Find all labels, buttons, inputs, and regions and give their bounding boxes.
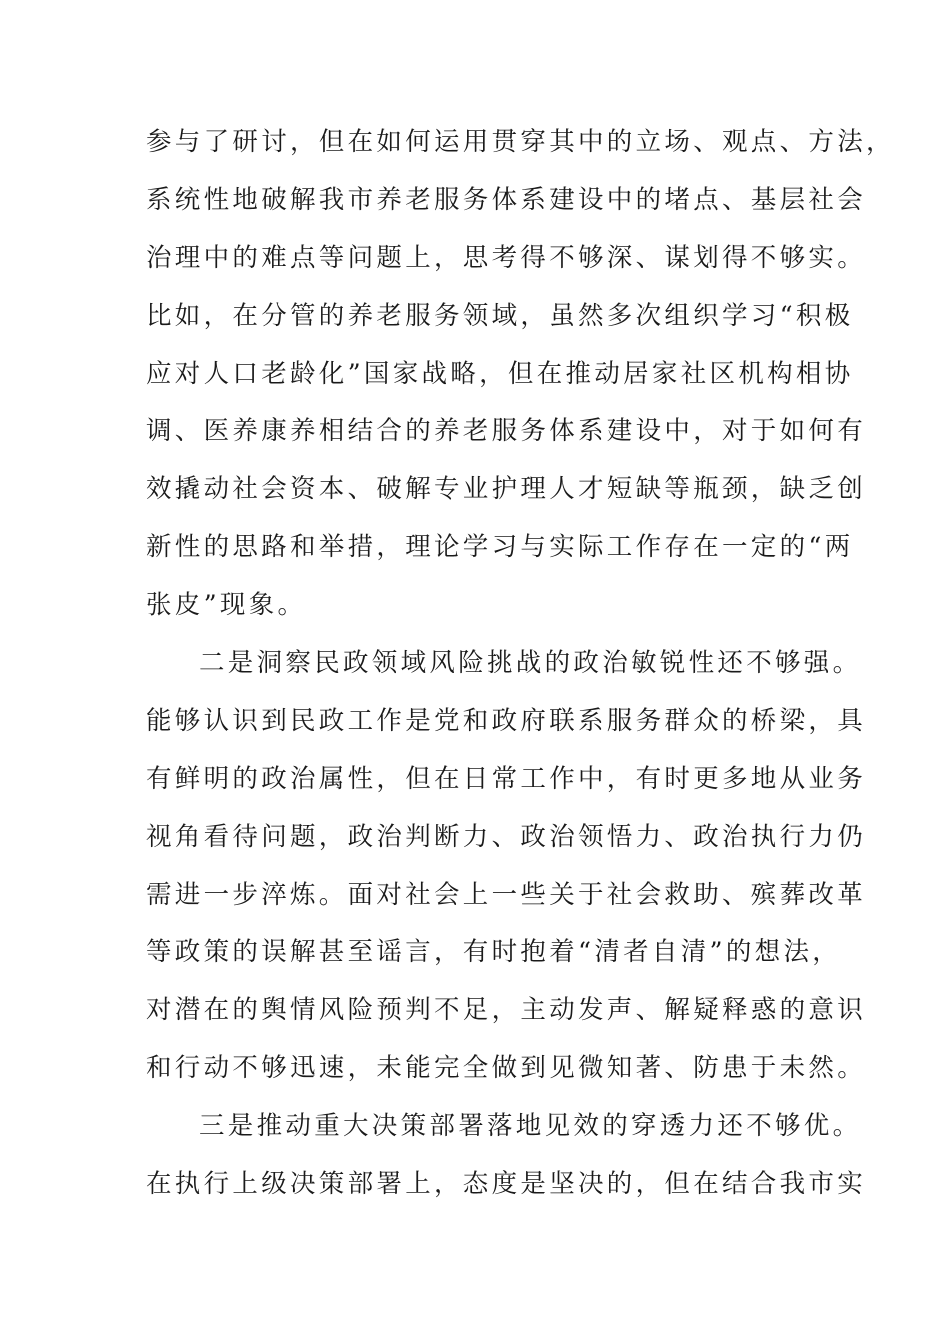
text-line: 等政策的误解甚至谣言，有时抱着“清者自清”的想法，: [146, 937, 842, 968]
text-line: 效撬动社会资本、破解专业护理人才短缺等瓶颈，缺乏创: [146, 474, 867, 505]
text-line: 张皮”现象。: [146, 590, 307, 621]
text-line: 调、医养康养相结合的养老服务体系建设中，对于如何有: [146, 416, 867, 447]
paragraph-heading-2: 二是洞察民政领域风险挑战的政治敏锐性还不够强。: [199, 648, 862, 679]
paragraph-heading-3: 三是推动重大决策部署落地见效的穿透力还不够优。: [199, 1111, 862, 1142]
text-line: 比如，在分管的养老服务领域，虽然多次组织学习“积极: [146, 300, 854, 331]
text-line: 和行动不够迅速，未能完全做到见微知著、防患于未然。: [146, 1053, 867, 1084]
text-line: 治理中的难点等问题上，思考得不够深、谋划得不够实。: [146, 242, 867, 273]
text-line: 能够认识到民政工作是党和政府联系服务群众的桥梁，具: [146, 705, 867, 736]
text-line: 对潜在的舆情风险预判不足，主动发声、解疑释惑的意识: [146, 995, 867, 1026]
text-line: 系统性地破解我市养老服务体系建设中的堵点、基层社会: [146, 184, 867, 215]
text-line: 视角看待问题，政治判断力、政治领悟力、政治执行力仍: [146, 821, 867, 852]
text-line: 有鲜明的政治属性，但在日常工作中，有时更多地从业务: [146, 763, 867, 794]
text-line: 新性的思路和举措，理论学习与实际工作存在一定的“两: [146, 532, 854, 563]
text-line: 应对人口老龄化”国家战略，但在推动居家社区机构相协: [146, 358, 854, 389]
text-line: 参与了研讨，但在如何运用贯穿其中的立场、观点、方法，: [146, 127, 895, 157]
text-line: 在执行上级决策部署上，态度是坚决的，但在结合我市实: [146, 1169, 867, 1200]
body-text: [146, 114, 895, 1214]
text-line: 需进一步淬炼。面对社会上一些关于社会救助、殡葬改革: [146, 879, 867, 910]
